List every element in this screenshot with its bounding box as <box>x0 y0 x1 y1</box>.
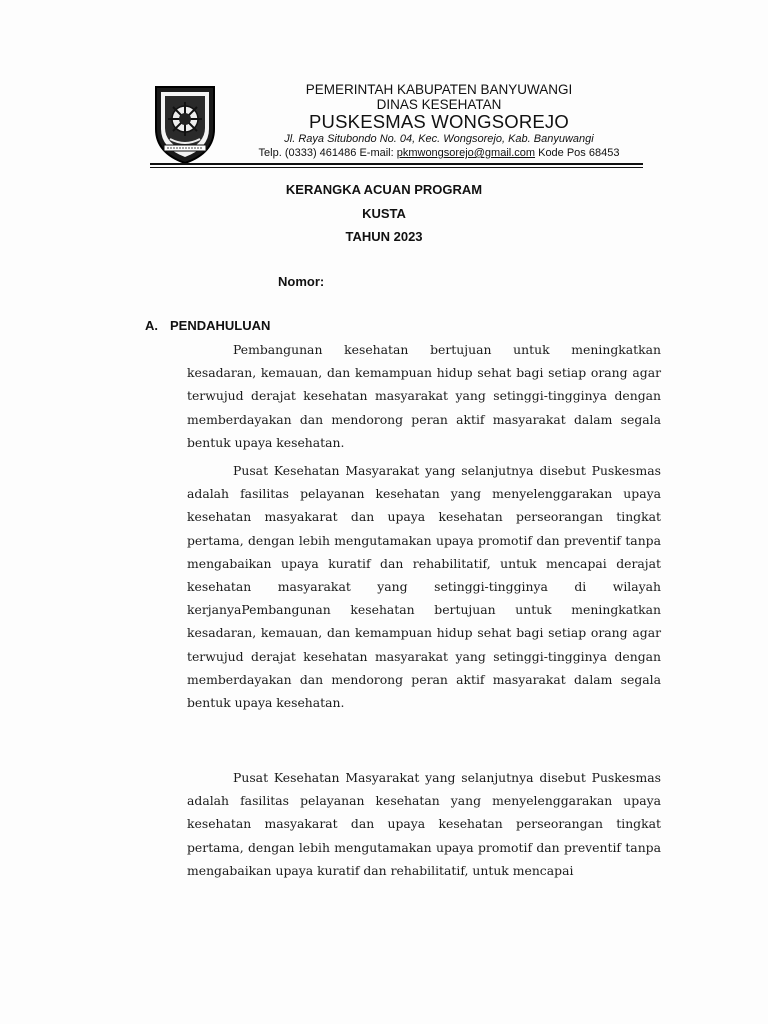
address-line: Jl. Raya Situbondo No. 04, Kec. Wongsorejo, Kab. Banyuwangi <box>284 133 594 145</box>
institution-name: PUSKESMAS WONGSOREJO <box>309 111 569 132</box>
section-title: PENDAHULUAN <box>170 318 271 333</box>
contact-line <box>236 146 642 160</box>
section-heading <box>145 318 270 333</box>
document-number-label: Nomor: <box>278 274 325 289</box>
phone-label: Telp. (0333) 461486 E-mail: <box>258 147 397 159</box>
letterhead-rule-thick <box>150 163 643 165</box>
letterhead <box>236 82 642 160</box>
department-name: DINAS KESEHATAN <box>376 97 502 112</box>
paragraph: Pusat Kesehatan Masyarakat yang selanjutnya disebut Puskesmas adalah fasilitas pelayanan kesehatan yang menyelenggarakan upaya kesehatan masyakarat dan upaya kesehatan perseorangan tingkat pertama, dengan lebih mengutamakan upaya promotif dan preventif tanpa mengabaikan upaya kuratif dan rehabilitatif, untuk mencapai <box>187 770 661 878</box>
postcode: Kode Pos 68453 <box>535 147 620 159</box>
document-year: TAHUN 2023 <box>345 229 423 244</box>
document-title: KERANGKA ACUAN PROGRAM <box>285 182 483 197</box>
paragraph: Pusat Kesehatan Masyarakat yang selanjutnya disebut Puskesmas adalah fasilitas pelayanan kesehatan yang menyelenggarakan upaya kesehatan masyakarat dan upaya kesehatan perseorangan tingkat pertama, dengan lebih mengutamakan upaya promotif dan preventif tanpa mengabaikan upaya kuratif dan rehabilitatif, untuk mencapai derajat kesehatan masyarakat yang setinggi-tingginya di wilayah kerjanyaPembangunan kesehatan bertujuan untuk meningkatkan kesadaran, kemauan, dan kemampuan hidup sehat bagi setiap orang agar terwujud derajat kesehatan masyarakat yang setinggi-tingginya dengan memberdayakan dan mendorong peran aktif masyarakat dalam segala bentuk upaya kesehatan. <box>187 463 661 711</box>
document-subtitle: KUSTA <box>362 206 406 221</box>
paragraph: Pembangunan kesehatan bertujuan untuk meningkatkan kesadaran, kemauan, dan kemampuan hidup sehat bagi setiap orang agar terwujud derajat kesehatan masyarakat yang setinggi-tingginya dengan memberdayakan dan mendorong peran aktif masyarakat dalam segala bentuk upaya kesehatan. <box>187 342 661 450</box>
email-link[interactable]: pkmwongsorejo@gmail.com <box>396 147 536 159</box>
section-number: A. <box>145 318 158 333</box>
government-name: PEMERINTAH KABUPATEN BANYUWANGI <box>305 82 573 97</box>
district-emblem-icon <box>150 83 220 165</box>
letterhead-rule-thin <box>150 167 643 168</box>
